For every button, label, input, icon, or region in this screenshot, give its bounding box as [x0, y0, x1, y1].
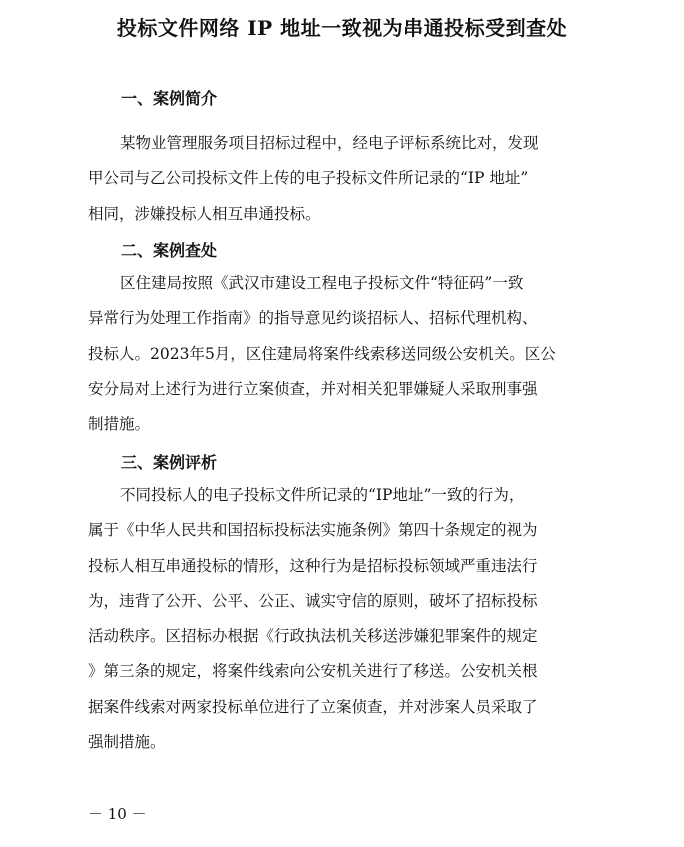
section-paragraph-case-intro	[88, 126, 608, 232]
paragraph-line: 强制措施。	[88, 733, 166, 752]
paragraph-line: 属于《中华人民共和国招标投标法实施条例》第四十条规定的视为	[88, 521, 538, 540]
paragraph-line: 不同投标人的电子投标文件所记录的“IP地址”一致的行为，	[120, 486, 525, 504]
paragraph-line: 》第三条的规定，将案件线索向公安机关进行了移送。公安机关根	[88, 662, 538, 681]
paragraph-line: 相同，涉嫌投标人相互串通投标。	[88, 204, 321, 223]
section-heading-case-handling: 二、案例查处	[121, 241, 218, 260]
paragraph-line: 活动秩序。区招标办根据《行政执法机关移送涉嫌犯罪案件的规定	[88, 627, 538, 646]
paragraph-line: 异常行为处理工作指南》的指导意见约谈招标人、招标代理机构、	[88, 309, 538, 328]
section-paragraph-case-handling	[88, 266, 608, 442]
paragraph-line: 为，违背了公开、公平、公正、诚实守信的原则，破坏了招标投标	[88, 591, 538, 610]
paragraph-line: 制措施。	[88, 415, 151, 434]
section-heading-case-intro: 一、案例简介	[121, 89, 218, 108]
paragraph-line: 投标人相互串通投标的情形，这种行为是招标投标领域严重违法行	[88, 556, 538, 575]
section-heading-case-analysis: 三、案例评析	[121, 453, 218, 472]
paragraph-line: 投标人。2023年5月，区住建局将案件线索移送同级公安机关。区公	[88, 344, 556, 363]
page-number: － 10 －	[88, 805, 147, 823]
paragraph-line: 安分局对上述行为进行立案侦查，并对相关犯罪嫌疑人采取刑事强	[88, 379, 538, 398]
document-title: 投标文件网络 IP 地址一致视为串通投标受到查处	[116, 16, 568, 40]
paragraph-line: 某物业管理服务项目招标过程中，经电子评标系统比对，发现	[120, 134, 539, 152]
section-paragraph-case-analysis	[88, 478, 608, 760]
paragraph-line: 据案件线索对两家投标单位进行了立案侦查，并对涉案人员采取了	[88, 697, 538, 716]
paragraph-line: 区住建局按照《武汉市建设工程电子投标文件“特征码”一致	[120, 274, 524, 292]
paragraph-line: 甲公司与乙公司投标文件上传的电子投标文件所记录的“IP 地址”	[88, 169, 529, 188]
